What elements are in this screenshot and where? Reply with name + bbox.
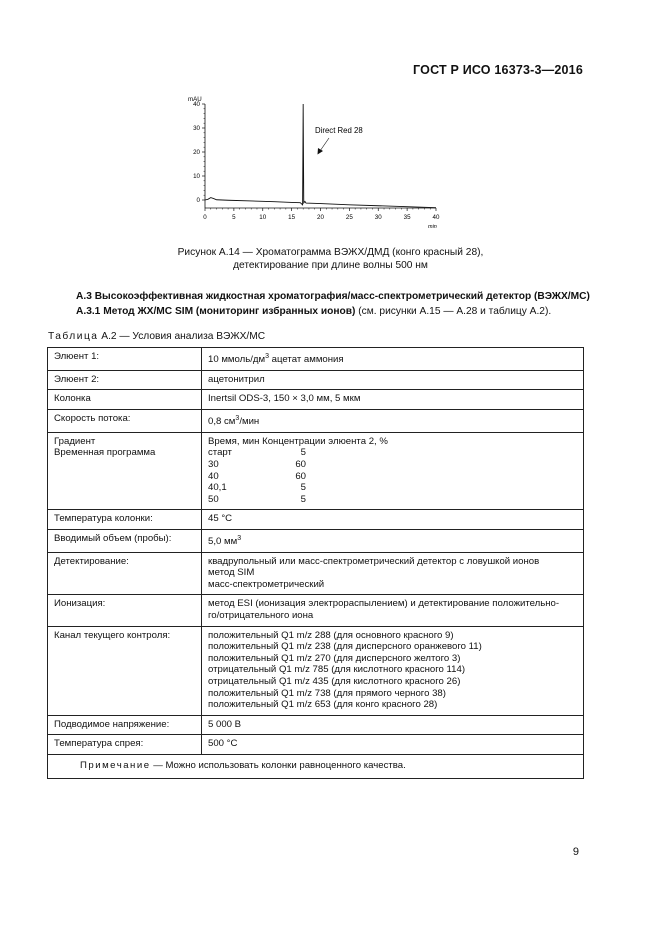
table-row xyxy=(48,529,584,552)
row-label: Колонка xyxy=(48,390,202,410)
value-text: 5,0 мм xyxy=(208,536,238,548)
x-tick-label: 10 xyxy=(259,214,267,221)
row-label: Детектирование: xyxy=(48,552,202,595)
gradient-time: 50 xyxy=(208,493,219,505)
time-program-label: Временная программа xyxy=(54,447,156,459)
row-value xyxy=(202,595,584,626)
gradient-row xyxy=(208,471,577,483)
page-number: 9 xyxy=(572,846,579,858)
row-label: Элюент 1: xyxy=(48,348,202,371)
gradient-row xyxy=(208,447,577,459)
gradient-row xyxy=(208,482,577,494)
gradient-row xyxy=(208,494,577,506)
table-row xyxy=(48,409,584,432)
y-tick-label: 0 xyxy=(196,197,200,205)
y-tick-label: 30 xyxy=(193,125,200,133)
x-tick-label: 35 xyxy=(403,214,411,221)
note-label: Примечание xyxy=(80,760,151,771)
table-caption xyxy=(48,331,265,342)
row-label: Вводимый объем (пробы): xyxy=(48,529,202,552)
row-value xyxy=(202,552,584,595)
series-line xyxy=(205,104,436,208)
value-line: отрицательный Q1 m/z 785 (для кислотного красного 114) xyxy=(208,664,466,676)
section-a31-number: А.3.1 xyxy=(76,306,101,317)
row-value xyxy=(202,626,584,715)
value-line: масс-спектрометрический xyxy=(208,578,325,590)
table-row xyxy=(48,432,584,510)
row-label xyxy=(48,432,202,510)
gradient-value: 5 xyxy=(300,447,306,459)
value-line: метод SIM xyxy=(208,567,255,579)
table-note-row xyxy=(48,755,584,779)
row-value xyxy=(202,348,584,371)
row-value: Inertsil ODS-3, 150 × 3,0 мм, 5 мкм xyxy=(202,390,584,410)
gradient-row xyxy=(208,459,577,471)
gradient-value: 60 xyxy=(295,470,306,482)
value-text: /мин xyxy=(239,416,260,428)
x-tick-label: 15 xyxy=(288,214,296,221)
x-tick-label: 20 xyxy=(317,214,324,221)
table-row xyxy=(48,715,584,735)
row-label: Подводимое напряжение: xyxy=(48,715,202,735)
y-tick-label: 40 xyxy=(193,101,200,109)
value-line: положительный Q1 m/z 238 (для дисперсного оранжевого 11) xyxy=(208,641,482,653)
gradient-label: Градиент xyxy=(54,435,96,447)
row-label: Температура спрея: xyxy=(48,735,202,755)
row-value: ацетонитрил xyxy=(202,370,584,390)
value-line: положительный Q1 m/z 738 (для прямого черного 38) xyxy=(208,687,446,699)
gradient-value: 5 xyxy=(300,493,306,505)
value-text: 10 ммоль/дм xyxy=(208,354,266,366)
row-value: 45 °С xyxy=(202,510,584,530)
table-row xyxy=(48,510,584,530)
x-tick-label: 0 xyxy=(203,214,207,221)
annotation-arrowhead xyxy=(318,148,324,155)
value-line: положительный Q1 m/z 288 (для основного красного 9) xyxy=(208,629,454,641)
row-value xyxy=(202,409,584,432)
conditions-table xyxy=(47,347,584,779)
note-text: — Можно использовать колонки равноценного качества. xyxy=(150,760,406,771)
x-tick-label: 30 xyxy=(374,214,382,221)
section-a3-heading xyxy=(76,291,590,302)
superscript: 3 xyxy=(265,353,270,360)
y-unit-label: mAU xyxy=(188,96,202,103)
y-tick-label: 20 xyxy=(193,149,200,157)
value-line: метод ESI (ионизация электрораспылением) и детектирование положительно- xyxy=(208,598,560,610)
table-row xyxy=(48,595,584,626)
table-caption-rest: А.2 — Условия анализа ВЭЖХ/МС xyxy=(98,331,266,342)
gradient-time: старт xyxy=(208,447,232,459)
row-label: Ионизация: xyxy=(48,595,202,626)
section-a31-heading xyxy=(76,306,551,317)
row-value: 5 000 В xyxy=(202,715,584,735)
row-label: Температура колонки: xyxy=(48,510,202,530)
superscript: 3 xyxy=(237,534,242,542)
value-text: 0,8 см xyxy=(208,416,236,428)
table-row xyxy=(48,390,584,410)
section-a31-rest: (см. рисунки А.15 — А.28 и таблицу А.2). xyxy=(355,306,552,317)
y-tick-label: 10 xyxy=(193,173,200,181)
gradient-time: 40,1 xyxy=(208,482,227,494)
value-line: положительный Q1 m/z 270 (для дисперсного желтого 3) xyxy=(208,652,461,664)
table-row xyxy=(48,348,584,371)
section-a3-number: А.3 xyxy=(76,291,92,302)
figure-caption-line2: детектирование при длине волны 500 нм xyxy=(233,260,428,271)
annotation-arrow xyxy=(320,138,329,151)
row-value xyxy=(202,529,584,552)
x-tick-label: 25 xyxy=(345,214,353,221)
gradient-time: 30 xyxy=(208,458,219,470)
y-ticks xyxy=(193,101,205,204)
x-unit-label: min xyxy=(428,224,437,230)
gradient-value: 5 xyxy=(300,482,306,494)
row-value: 500 °С xyxy=(202,735,584,755)
table-row xyxy=(48,735,584,755)
section-a31-title: Метод ЖХ/МС SIM (мониторинг избранных ионов) xyxy=(103,306,356,317)
x-ticks xyxy=(203,208,440,221)
table-row xyxy=(48,370,584,390)
row-label: Скорость потока: xyxy=(48,409,202,432)
value-line: го/отрицательного иона xyxy=(208,610,314,622)
gradient-value: 60 xyxy=(295,458,306,470)
x-tick-label: 5 xyxy=(232,214,236,221)
x-tick-label: 40 xyxy=(432,214,440,221)
standard-header: ГОСТ Р ИСО 16373-3—2016 xyxy=(413,63,583,77)
gradient-time: 40 xyxy=(208,470,219,482)
value-line: квадрупольный или масс-спектрометрический детектор с ловушкой ионов xyxy=(208,555,540,567)
value-text: ацетат аммония xyxy=(269,354,344,366)
value-line: отрицательный Q1 m/z 435 (для кислотного красного 26) xyxy=(208,676,461,688)
row-value xyxy=(202,432,584,510)
table-caption-label: Таблица xyxy=(48,331,99,342)
superscript: 3 xyxy=(235,414,240,422)
gradient-header: Время, мин Концентрации элюента 2, % xyxy=(208,435,388,447)
chromatogram-chart xyxy=(182,90,452,230)
row-label: Элюент 2: xyxy=(48,370,202,390)
peak-annotation: Direct Red 28 xyxy=(315,126,363,135)
figure-caption-line1: Рисунок А.14 — Хроматограмма ВЭЖХ/ДМД (конго красный 28), xyxy=(177,247,484,258)
table-note xyxy=(48,755,584,779)
row-label: Канал текущего контроля: xyxy=(48,626,202,715)
table-row xyxy=(48,626,584,715)
section-a3-title: Высокоэффективная жидкостная хроматография/масс-спектрометрический детектор (ВЭЖХ/МС) xyxy=(94,291,590,302)
table-row xyxy=(48,552,584,595)
value-line: положительный Q1 m/z 653 (для конго красного 28) xyxy=(208,699,438,711)
